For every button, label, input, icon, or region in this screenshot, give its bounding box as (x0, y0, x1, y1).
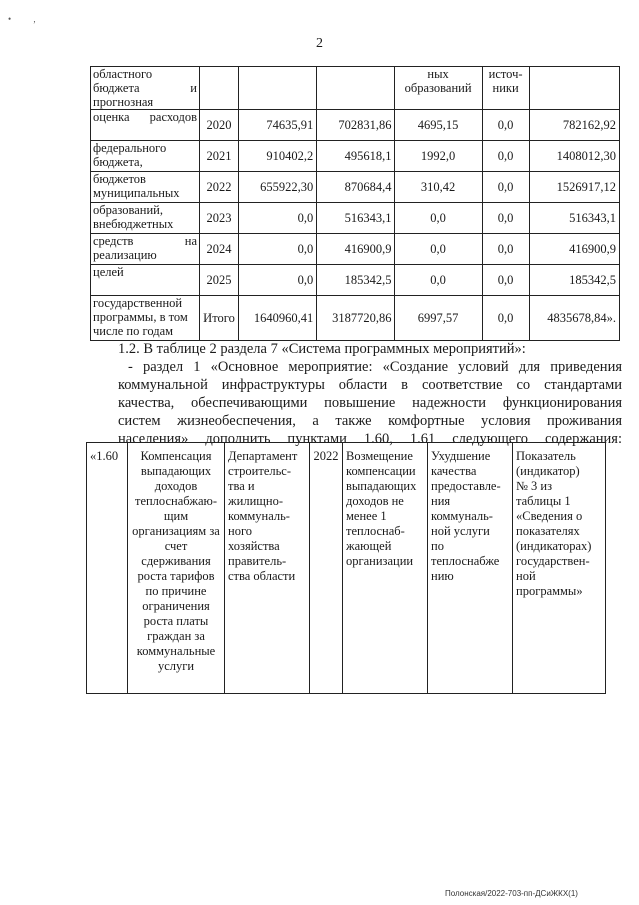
value-cell-c4: 0,0 (482, 203, 530, 234)
cell-line: сдерживания (141, 554, 211, 568)
row-label (91, 67, 200, 110)
value-cell-c3: 0,0 (395, 203, 482, 234)
value-cell-c4: 0,0 (482, 110, 530, 141)
value-cell-c3: 4695,15 (395, 110, 482, 141)
value-cell-c2: 416900,9 (317, 234, 395, 265)
corner-mark: • , (8, 14, 46, 24)
year-cell: 2020 (200, 110, 239, 141)
label-line (93, 81, 197, 95)
value-cell-c1: 910402,2 (239, 141, 317, 172)
cell-line: доходов не (346, 494, 404, 508)
body-line: систем жизнеобеспечения, а также комфортные условия проживания (118, 413, 622, 429)
cell-line: № 3 из (516, 479, 553, 493)
value-cell-c5: 4835678,84». (530, 296, 620, 341)
cell-line: государствен- (516, 554, 590, 568)
cell-line: роста платы (143, 614, 209, 628)
year: 2022 (310, 443, 343, 694)
cell-line: Возмещение (346, 449, 413, 463)
cell-line: жающей (346, 539, 392, 553)
cell-line: показателях (516, 524, 580, 538)
value-cell-c2: 495618,1 (317, 141, 395, 172)
cell-line: граждан за (147, 629, 205, 643)
value-cell-c4: 0,0 (482, 265, 530, 296)
label-line: областного (93, 67, 153, 81)
body-line: - раздел 1 «Основное мероприятие: «Создание условий для приведения (128, 359, 622, 375)
value-cell-c3: 0,0 (395, 265, 482, 296)
value-cell-c4: 0,0 (482, 141, 530, 172)
cell-line: Департамент (228, 449, 298, 463)
empty-year (200, 67, 239, 110)
row-label (91, 296, 200, 341)
row-label (91, 172, 200, 203)
row-number: «1.60 (87, 443, 128, 694)
cell-line: программы» (516, 584, 583, 598)
label-line: реализацию (93, 248, 157, 262)
cell-line: счет (164, 539, 188, 553)
cell-line: ния (431, 494, 451, 508)
value-cell-c1: 0,0 (239, 265, 317, 296)
executor (225, 443, 310, 694)
row-label (91, 110, 200, 141)
footer-code: Полонская/2022-703-пп-ДСиЖКХ(1) (445, 889, 578, 898)
label-word: расходов (149, 110, 197, 124)
label-line: целей (93, 265, 124, 279)
table-row (91, 234, 620, 265)
value-cell-c4: 0,0 (482, 296, 530, 341)
label-line (93, 110, 197, 124)
value-cell-c5: 1408012,30 (530, 141, 620, 172)
row-label (91, 141, 200, 172)
cell-line: коммуналь- (431, 509, 493, 523)
table-row (87, 443, 606, 694)
cell-line: ной (516, 569, 536, 583)
label-word: оценка (93, 110, 130, 124)
cell-line: организациям за (132, 524, 220, 538)
cell-line: услуги (157, 659, 195, 673)
table-row (91, 110, 620, 141)
value-cell-c1: 655922,30 (239, 172, 317, 203)
label-line (93, 234, 197, 248)
value-cell-c5: 516343,1 (530, 203, 620, 234)
expected-result (343, 443, 428, 694)
value-cell-c5: 185342,5 (530, 265, 620, 296)
table-header-row (91, 67, 620, 110)
body-line: качества, обеспечивающими повышение надежности функционирования (118, 395, 622, 411)
table-row (91, 203, 620, 234)
cell-line: (индикатор) (516, 464, 580, 478)
value-cell-c5: 1526917,12 (530, 172, 620, 203)
value-cell-c3: 310,42 (395, 172, 482, 203)
value-cell-c3: 6997,57 (395, 296, 482, 341)
cell-line: Показатель (516, 449, 576, 463)
cell-line: строительс- (228, 464, 292, 478)
year-cell: Итого (200, 296, 239, 341)
col-sources (482, 67, 530, 110)
value-cell-c4: 0,0 (482, 172, 530, 203)
label-line: числе по годам (93, 324, 174, 338)
cell-line: предоставле- (431, 479, 501, 493)
label-word: бюджета (93, 81, 140, 95)
row-label (91, 203, 200, 234)
value-cell-c5: 416900,9 (530, 234, 620, 265)
label-line: программы, в том (93, 310, 188, 324)
label-word: и (190, 81, 197, 95)
table-row (91, 172, 620, 203)
cell-line: по причине (145, 584, 207, 598)
cell-line: правитель- (228, 554, 287, 568)
value-cell-c2: 3187720,86 (317, 296, 395, 341)
cell-line: ства области (228, 569, 296, 583)
year-cell: 2023 (200, 203, 239, 234)
label-line: федерального (93, 141, 167, 155)
value-cell-c2: 702831,86 (317, 110, 395, 141)
value-cell-c1: 0,0 (239, 203, 317, 234)
cell-line: теплоснабже (431, 554, 500, 568)
value-cell-c5: 782162,92 (530, 110, 620, 141)
year-cell: 2025 (200, 265, 239, 296)
label-line: бюджетов (93, 172, 146, 186)
cell-line: менее 1 (346, 509, 387, 523)
table-row (91, 265, 620, 296)
empty-c1 (239, 67, 317, 110)
cell-line: Компенсация (140, 449, 212, 463)
cell-line: таблицы 1 (516, 494, 571, 508)
consequence (428, 443, 513, 694)
cell-line: щим (163, 509, 189, 523)
cell-line: (индикаторах) (516, 539, 592, 553)
cell-line: ного (228, 524, 253, 538)
label-line: муниципальных (93, 186, 180, 200)
value-cell-c2: 185342,5 (317, 265, 395, 296)
cell-line: организации (346, 554, 414, 568)
cell-line: компенсации (346, 464, 416, 478)
year-cell: 2022 (200, 172, 239, 203)
value-cell-c1: 74635,91 (239, 110, 317, 141)
label-line: образований (404, 81, 472, 95)
label-line: бюджета, (93, 155, 143, 169)
page-number: 2 (316, 36, 323, 51)
cell-line: ограничения (142, 599, 210, 613)
body-line: коммунальной инфраструктуры области в соответствие со стандартами (118, 377, 622, 393)
cell-line: ной услуги (431, 524, 490, 538)
cell-line: роста тарифов (137, 569, 215, 583)
measure-name (128, 443, 225, 694)
year-cell: 2021 (200, 141, 239, 172)
cell-line: коммуналь- (228, 509, 290, 523)
value-cell-c1: 0,0 (239, 234, 317, 265)
label-line: ники (492, 81, 519, 95)
value-cell-c4: 0,0 (482, 234, 530, 265)
cell-line: по (431, 539, 444, 553)
label-line: государственной (93, 296, 183, 310)
cell-line: качества (431, 464, 477, 478)
cell-line: Ухудшение (431, 449, 491, 463)
funding-table (90, 66, 620, 341)
cell-line: коммунальные (136, 644, 216, 658)
label-line: образований, (93, 203, 164, 217)
label-line: ных (427, 67, 449, 81)
table-row (91, 141, 620, 172)
cell-line: теплоснабжаю- (134, 494, 218, 508)
cell-line: доходов (154, 479, 198, 493)
value-cell-c3: 0,0 (395, 234, 482, 265)
cell-line: тва и (228, 479, 255, 493)
empty-total (530, 67, 620, 110)
cell-line: жилищно- (228, 494, 283, 508)
cell-line: нию (431, 569, 454, 583)
cell-line: выпадающих (140, 464, 212, 478)
row-label (91, 234, 200, 265)
value-cell-c2: 516343,1 (317, 203, 395, 234)
indicator (513, 443, 606, 694)
col-municipal (395, 67, 482, 110)
label-line: источ- (488, 67, 523, 81)
cell-line: теплоснаб- (346, 524, 405, 538)
empty-c2 (317, 67, 395, 110)
value-cell-c3: 1992,0 (395, 141, 482, 172)
measures-table (86, 442, 606, 694)
year-cell: 2024 (200, 234, 239, 265)
value-cell-c1: 1640960,41 (239, 296, 317, 341)
label-word: на (184, 234, 197, 248)
label-line: внебюджетных (93, 217, 174, 231)
row-label (91, 265, 200, 296)
section-heading: 1.2. В таблице 2 раздела 7 «Система программных мероприятий»: (118, 341, 526, 357)
label-word: средств (93, 234, 134, 248)
label-line: прогнозная (93, 95, 154, 109)
value-cell-c2: 870684,4 (317, 172, 395, 203)
cell-line: хозяйства (228, 539, 280, 553)
cell-line: «Сведения о (516, 509, 583, 523)
cell-line: выпадающих (346, 479, 417, 493)
body-line: населения» дополнить пунктами 1.60, 1.61 следующего содержания: (118, 431, 622, 447)
table-row (91, 296, 620, 341)
